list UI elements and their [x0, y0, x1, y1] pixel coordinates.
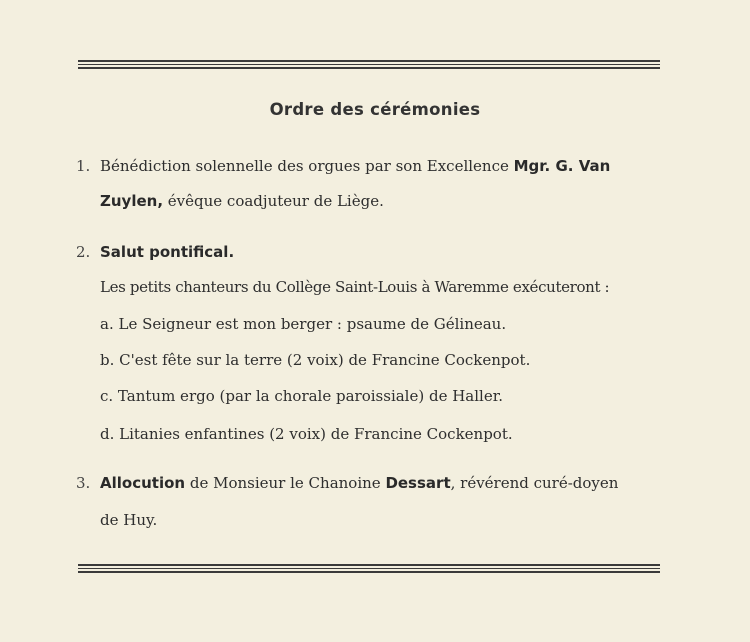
item-1-line-2	[100, 192, 384, 210]
item-1-line-1	[76, 157, 610, 175]
page-title: Ordre des cérémonies	[269, 100, 481, 119]
item-3-text-end: , révérend curé-doyen	[450, 474, 619, 492]
item-1-number: 1.	[76, 157, 91, 175]
item-2-intro: Les petits chanteurs du Collège Saint-Louis à Waremme exécuteront :	[100, 278, 610, 296]
item-3-text-mid: de Monsieur le Chanoine	[185, 474, 386, 492]
item-2-subitem-a: a. Le Seigneur est mon berger : psaume de Gélineau.	[100, 315, 507, 333]
item-1-bold-name-cont: Zuylen,	[100, 192, 164, 210]
item-1-text-end: évêque coadjuteur de Liège.	[163, 192, 384, 210]
item-2-heading: Salut pontifical.	[100, 243, 235, 261]
top-double-rule	[78, 60, 660, 69]
item-1-bold-name: Mgr. G. Van	[513, 157, 611, 175]
item-3-line-1	[76, 474, 618, 492]
item-3-bold-name: Dessart	[385, 474, 451, 492]
item-1-text-start: Bénédiction solennelle des orgues par son Excellence	[100, 157, 514, 175]
item-3-bold-start: Allocution	[100, 474, 186, 492]
item-3-number: 3.	[76, 474, 91, 492]
item-2-line-1	[76, 243, 234, 261]
item-3-line-2: de Huy.	[100, 511, 158, 529]
item-2-subitem-b: b. C'est fête sur la terre (2 voix) de Francine Cockenpot.	[100, 351, 531, 369]
bottom-double-rule	[78, 564, 660, 573]
item-2-number: 2.	[76, 243, 91, 261]
item-2-subitem-d: d. Litanies enfantines (2 voix) de Francine Cockenpot.	[100, 425, 513, 443]
item-2-subitem-c: c. Tantum ergo (par la chorale paroissiale) de Haller.	[100, 387, 504, 405]
